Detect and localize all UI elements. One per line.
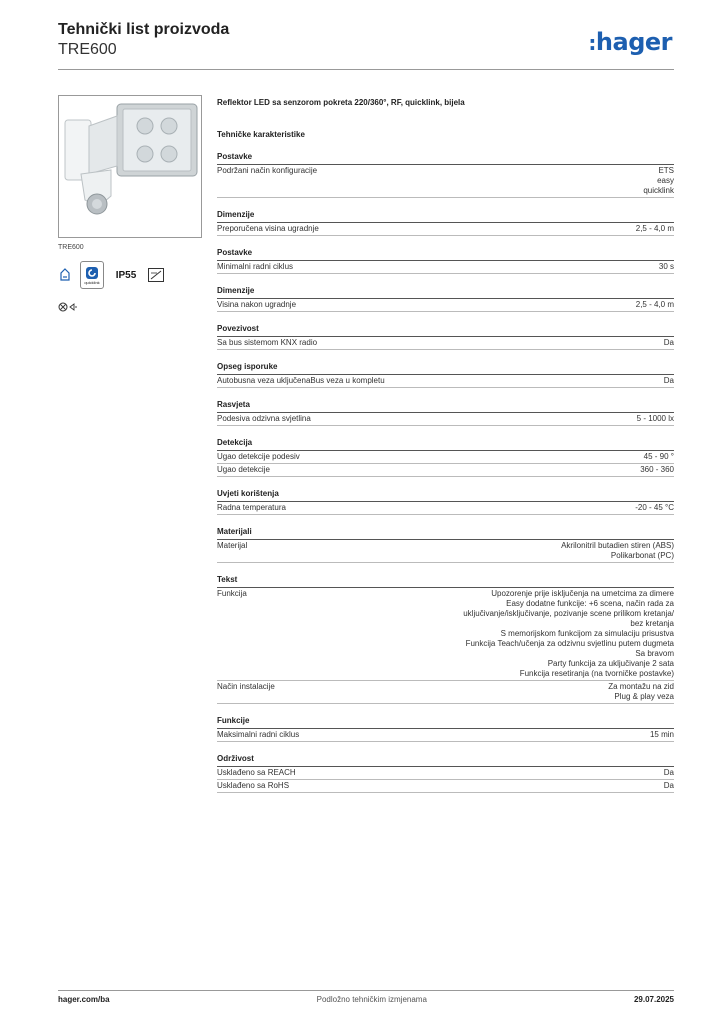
product-image: [58, 95, 202, 238]
logo-text: hager: [595, 28, 672, 56]
spec-value: [664, 768, 674, 778]
spec-value: [608, 682, 674, 702]
spec-section: [217, 324, 674, 350]
spec-value-line: Da: [663, 781, 674, 790]
spec-row: [217, 464, 674, 477]
spec-section: [217, 210, 674, 236]
spec-row: [217, 337, 674, 350]
spec-row: [217, 729, 674, 742]
spec-label: Materijal: [217, 541, 248, 550]
motion-sensor-icon: [148, 268, 164, 282]
spec-value-line: Polikarbonat (PC): [610, 551, 674, 560]
spec-value-line: 15 min: [649, 730, 674, 739]
spec-label: Radna temperatura: [217, 503, 286, 512]
spec-value-line: 2,5 - 4,0 m: [635, 224, 674, 233]
hager-logo[interactable]: [588, 28, 672, 56]
spec-label: Podesiva odzivna svjetlina: [217, 414, 311, 423]
spec-value-line: 2,5 - 4,0 m: [635, 300, 674, 309]
section-title: Materijali: [217, 527, 674, 540]
floodlight-illustration: [59, 96, 201, 237]
spec-value-line: uključivanje/isključivanje, pozivanje scene prilikom kretanja/: [463, 609, 674, 618]
spec-section: [217, 438, 674, 477]
certification-badges: [58, 261, 204, 289]
spec-value-line: 45 - 90 °: [643, 452, 674, 461]
spec-value-line: quicklink: [643, 186, 674, 195]
spec-value-line: bez kretanja: [630, 619, 674, 628]
spec-label: Minimalni radni ciklus: [217, 262, 294, 271]
spec-label: Funkcija: [217, 589, 247, 598]
spec-value: [650, 730, 674, 740]
spec-label: Autobusna veza uključenaBus veza u kompletu: [217, 376, 385, 385]
footer-website[interactable]: hager.com/ba: [58, 995, 110, 1004]
section-title: Postavke: [217, 248, 674, 261]
spec-value-line: Funkcija resetiranja (na tvorničke postavke): [519, 669, 674, 678]
spec-row: [217, 681, 674, 704]
light-output-icon: [58, 301, 78, 313]
spec-label: Visina nakon ugradnje: [217, 300, 297, 309]
spec-value-line: easy: [657, 176, 674, 185]
footer-divider: [58, 990, 674, 991]
page-header: [58, 20, 674, 68]
section-title: Detekcija: [217, 438, 674, 451]
product-description: Reflektor LED sa senzorom pokreta 220/360°, RF, quicklink, bijela: [217, 98, 465, 107]
spec-value-line: 30 s: [658, 262, 674, 271]
spec-row: [217, 223, 674, 236]
spec-label: Podržani način konfiguracije: [217, 166, 318, 175]
spec-value-line: -20 - 45 °C: [635, 503, 674, 512]
spec-row: [217, 540, 674, 563]
footer-disclaimer: Podložno tehničkim izmjenama: [316, 995, 427, 1004]
spec-value-line: Sa bravom: [635, 649, 674, 658]
header-divider: [58, 69, 674, 70]
section-title: Povezivost: [217, 324, 674, 337]
spec-section: [217, 489, 674, 515]
section-title: Održivost: [217, 754, 674, 767]
section-title: Dimenzije: [217, 210, 674, 223]
spec-value-line: Party funkcija za uključivanje 2 sata: [547, 659, 674, 668]
tech-specs-heading: Tehničke karakteristike: [217, 130, 305, 139]
knx-radio-icon: [58, 268, 72, 282]
spec-value-line: Da: [663, 768, 674, 777]
section-title: Opseg isporuke: [217, 362, 674, 375]
spec-section: [217, 527, 674, 563]
spec-section: [217, 400, 674, 426]
spec-section: [217, 248, 674, 274]
quicklink-label: quicklink: [84, 279, 100, 285]
secondary-badges: [58, 301, 204, 313]
section-title: Postavke: [217, 152, 674, 165]
spec-value-line: Za montažu na zid: [608, 682, 674, 691]
spec-value-line: 5 - 1000 lx: [636, 414, 674, 423]
spec-row: [217, 165, 674, 198]
product-code: TRE600: [58, 41, 117, 58]
section-title: Tekst: [217, 575, 674, 588]
quicklink-badge: [80, 261, 104, 289]
spec-value: [664, 781, 674, 791]
spec-row: [217, 413, 674, 426]
spec-value-line: 360 - 360: [640, 465, 674, 474]
spec-section: [217, 152, 674, 198]
spec-value: [664, 338, 674, 348]
footer-date: 29.07.2025: [633, 995, 674, 1004]
spec-value-line: ETS: [658, 166, 674, 175]
page-footer: [58, 995, 674, 1004]
spec-row: [217, 299, 674, 312]
spec-value-line: Plug & play veza: [614, 692, 674, 701]
spec-row: [217, 261, 674, 274]
spec-value: [644, 452, 674, 462]
spec-value-line: Akrilonitril butadien stiren (ABS): [561, 541, 674, 550]
spec-label: Sa bus sistemom KNX radio: [217, 338, 318, 347]
spec-value: [664, 376, 674, 386]
ip-rating-badge: IP55: [115, 269, 137, 281]
spec-label: Ugao detekcije: [217, 465, 270, 474]
section-title: Dimenzije: [217, 286, 674, 299]
spec-row: [217, 588, 674, 681]
section-title: Uvjeti korištenja: [217, 489, 674, 502]
spec-value: [643, 166, 674, 196]
spec-label: Preporučena visina ugradnje: [217, 224, 319, 233]
spec-row: [217, 767, 674, 780]
spec-section: [217, 575, 674, 704]
spec-row: [217, 375, 674, 388]
spec-row: [217, 502, 674, 515]
spec-value-line: Funkcija Teach/učenja za odzivnu svjetlinu putem dugmeta: [465, 639, 674, 648]
spec-value: [659, 262, 674, 272]
spec-value: [635, 503, 674, 513]
spec-value: [561, 541, 674, 561]
spec-row: [217, 780, 674, 793]
spec-value-line: Easy dodatne funkcije: +6 scena, način rada za: [506, 599, 674, 608]
product-sidebar: [58, 95, 204, 313]
spec-value: [463, 589, 674, 679]
image-caption: TRE600: [58, 244, 84, 251]
spec-label: Ugao detekcije podesiv: [217, 452, 300, 461]
spec-section: [217, 716, 674, 742]
spec-value-line: S memorijskom funkcijom za simulaciju prisustva: [500, 629, 674, 638]
spec-label: Usklađeno sa REACH: [217, 768, 296, 777]
logo-dots-icon: :: [588, 31, 596, 55]
spec-sections: [217, 152, 674, 793]
spec-value: [640, 465, 674, 475]
spec-value: [636, 224, 674, 234]
spec-value-line: Da: [663, 338, 674, 347]
spec-label: Usklađeno sa RoHS: [217, 781, 290, 790]
document-title: Tehnički list proizvoda: [58, 21, 230, 38]
spec-section: [217, 286, 674, 312]
spec-section: [217, 754, 674, 793]
specifications: [217, 98, 674, 793]
section-title: Funkcije: [217, 716, 674, 729]
spec-section: [217, 362, 674, 388]
section-title: Rasvjeta: [217, 400, 674, 413]
spec-row: [217, 451, 674, 464]
spec-value: [637, 414, 674, 424]
spec-label: Način instalacije: [217, 682, 275, 691]
spec-value-line: Upozorenje prije isključenja na umetcima za dimere: [491, 589, 674, 598]
spec-value: [636, 300, 674, 310]
spec-label: Maksimalni radni ciklus: [217, 730, 300, 739]
quicklink-icon: [85, 266, 99, 280]
spec-value-line: Da: [663, 376, 674, 385]
